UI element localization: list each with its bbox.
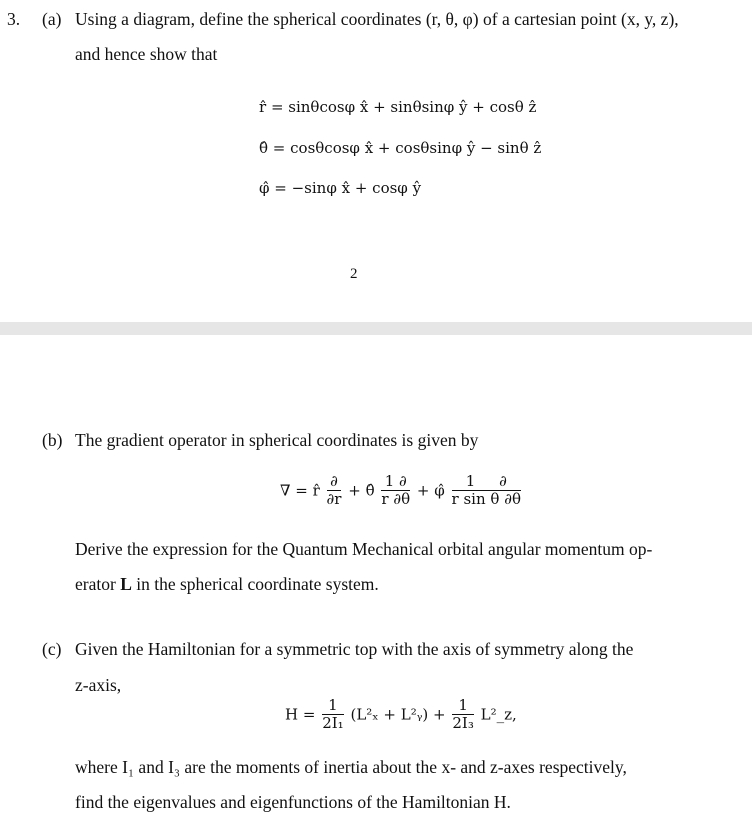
equation-phi-hat: φ̂ = −sinφ x̂ + cosφ ŷ <box>259 179 422 197</box>
gradient-term2 <box>381 473 410 508</box>
gradient-lhs: ∇ = r̂ <box>280 481 320 500</box>
hamiltonian-fraction2-den: 2I₃ <box>452 714 474 732</box>
part-b-label: (b) <box>42 430 63 450</box>
hamiltonian-bracket: (L²ₓ + L²ᵧ) + <box>350 705 446 724</box>
gradient-term1 <box>327 473 342 508</box>
part-c-line2: z-axis, <box>75 675 122 695</box>
gradient-term1-num: ∂ <box>327 473 342 491</box>
part-b-line3 <box>75 574 379 595</box>
gradient-plus-theta: + θ̂ <box>348 481 375 500</box>
part-c-line4: find the eigenvalues and eigenfunctions of the Hamiltonian H. <box>75 792 511 812</box>
gradient-term3-num: 1 ∂ <box>452 473 521 491</box>
hamiltonian-fraction1 <box>322 697 343 732</box>
part-c-label: (c) <box>42 639 62 659</box>
angular-momentum-symbol: L <box>120 574 132 594</box>
gradient-term2-num: 1 ∂ <box>381 473 410 491</box>
page-number: 2 <box>350 266 358 282</box>
hamiltonian-lhs: H = <box>285 705 316 724</box>
part-b-line2: Derive the expression for the Quantum Mechanical orbital angular momentum op- <box>75 539 653 559</box>
part-a-line2: and hence show that <box>75 44 218 64</box>
hamiltonian-fraction2-num: 1 <box>452 697 473 715</box>
page-divider <box>0 322 752 335</box>
gradient-operator-equation <box>280 473 523 508</box>
equation-r-hat: r̂ = sinθcosφ x̂ + sinθsinφ ŷ + cosθ ẑ <box>259 98 537 116</box>
hamiltonian-fraction1-den: 2I₁ <box>322 714 344 732</box>
part-a-label: (a) <box>42 9 62 29</box>
equation-theta-hat: θ̂ = cosθcosφ x̂ + cosθsinφ ŷ − sinθ ẑ <box>259 139 542 157</box>
part-a-line1: Using a diagram, define the spherical coordinates (r, θ, φ) of a cartesian point (x, y, z), <box>75 9 679 29</box>
part-c-line3: where I₁ and I₃ are the moments of inertia about the x- and z-axes respectively, <box>75 757 627 777</box>
problem-number: 3. <box>7 9 21 29</box>
gradient-term3 <box>452 473 521 508</box>
part-c-line1: Given the Hamiltonian for a symmetric top with the axis of symmetry along the <box>75 639 634 659</box>
part-b-line3-post: in the spherical coordinate system. <box>131 574 379 594</box>
hamiltonian-equation <box>285 697 517 732</box>
gradient-term2-den: r ∂θ <box>381 490 411 508</box>
hamiltonian-fraction2 <box>452 697 473 732</box>
gradient-plus-phi: + φ̂ <box>416 481 445 500</box>
gradient-term3-den: r sin θ ∂θ <box>451 490 521 508</box>
gradient-term1-den: ∂r <box>326 490 342 508</box>
hamiltonian-tail: L²_z, <box>480 705 517 724</box>
part-b-line3-pre: erator <box>75 574 121 594</box>
part-b-line1: The gradient operator in spherical coordinates is given by <box>75 430 479 450</box>
hamiltonian-fraction1-num: 1 <box>322 697 343 715</box>
